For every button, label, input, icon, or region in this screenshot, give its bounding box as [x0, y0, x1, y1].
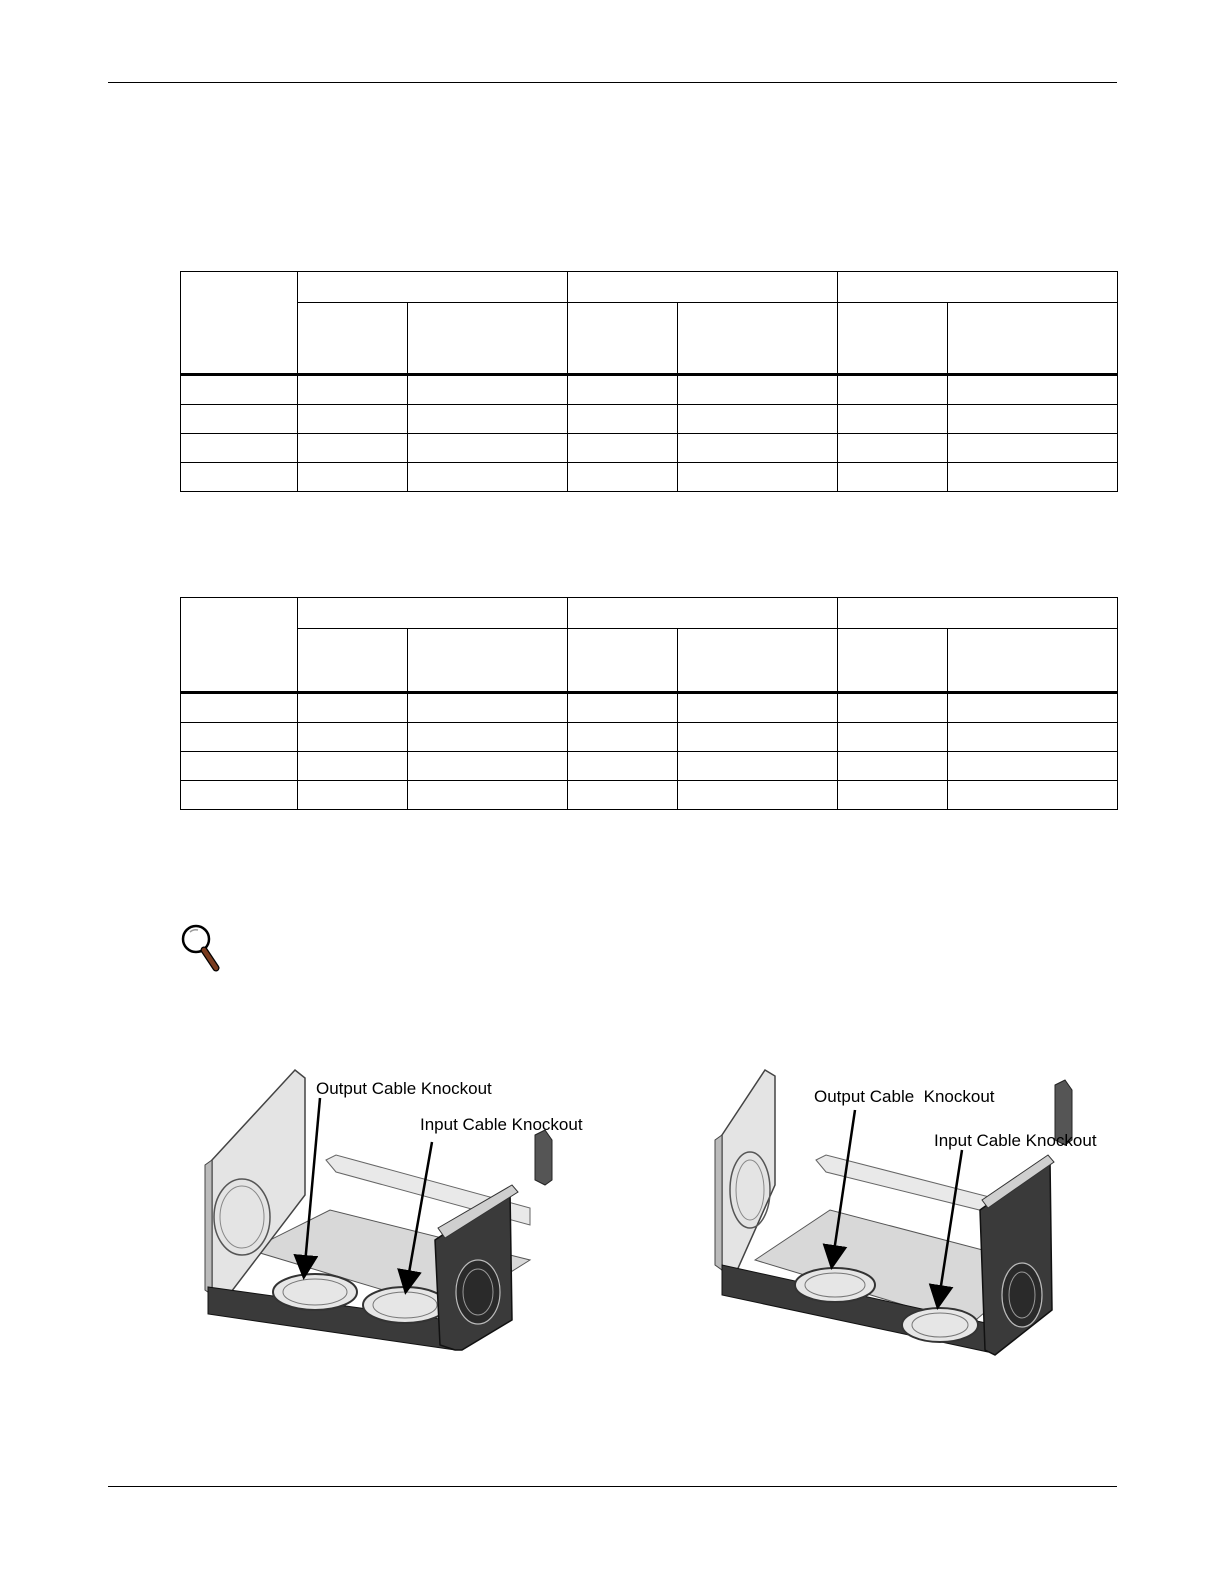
left-knockout-box-figure — [200, 1060, 620, 1360]
table-header-cell — [948, 629, 1118, 693]
table-header-cell — [948, 303, 1118, 375]
table-header-cell — [568, 629, 678, 693]
table-row — [181, 375, 1118, 405]
table-header-cell — [298, 272, 568, 303]
table-header-cell — [678, 303, 838, 375]
table-row — [181, 781, 1118, 810]
table-header-cell — [838, 303, 948, 375]
table-row — [181, 405, 1118, 434]
table-header-cell — [678, 629, 838, 693]
table-header-cell — [838, 272, 1118, 303]
magnifier-icon — [176, 920, 228, 976]
table-header-cell — [408, 629, 568, 693]
table-row — [181, 434, 1118, 463]
table-row — [181, 723, 1118, 752]
table-header-cell — [568, 598, 838, 629]
table-header-cell — [408, 303, 568, 375]
table-subheader-row — [181, 629, 1118, 693]
table-row — [181, 752, 1118, 781]
input-cable-label: Input Cable Knockout — [934, 1131, 1097, 1150]
table-header-cell — [298, 303, 408, 375]
table-header-cell — [568, 303, 678, 375]
table-header-cell — [568, 272, 838, 303]
right-knockout-box-figure — [710, 1060, 1120, 1370]
header-rule — [108, 82, 1117, 83]
cable-table-2 — [180, 597, 1118, 810]
footer-rule — [108, 1486, 1117, 1487]
table-subheader-row — [181, 303, 1118, 375]
output-cable-label: Output Cable Knockout — [316, 1079, 492, 1098]
table-header-cell — [181, 272, 298, 375]
table-header-row — [181, 272, 1118, 303]
table-header-cell — [838, 598, 1118, 629]
table-row — [181, 463, 1118, 492]
output-cable-label: Output Cable Knockout — [814, 1087, 995, 1106]
input-cable-label: Input Cable Knockout — [420, 1115, 583, 1134]
cable-table-1 — [180, 271, 1118, 492]
table-header-cell — [298, 629, 408, 693]
table-header-row — [181, 598, 1118, 629]
table-header-cell — [298, 598, 568, 629]
table-header-cell — [181, 598, 298, 693]
table-row — [181, 693, 1118, 723]
table-header-cell — [838, 629, 948, 693]
